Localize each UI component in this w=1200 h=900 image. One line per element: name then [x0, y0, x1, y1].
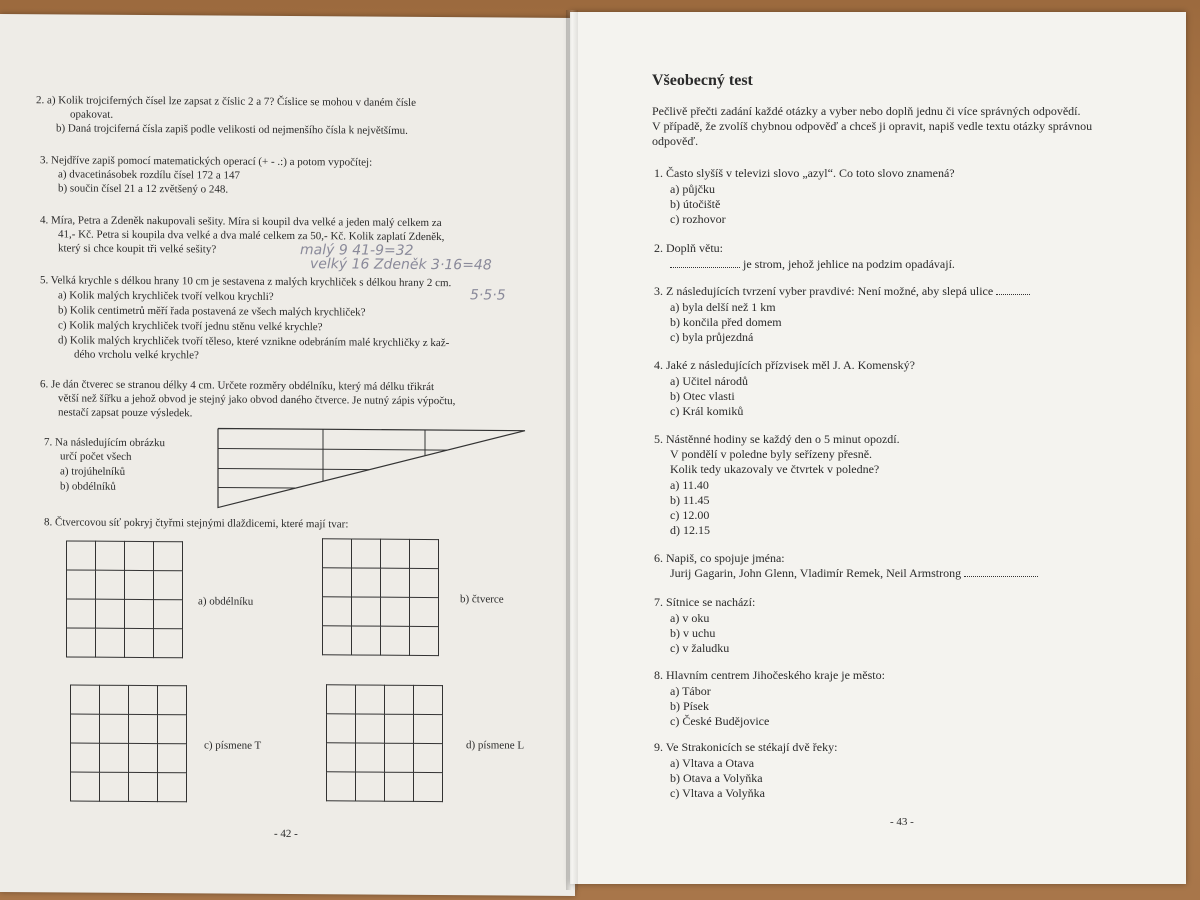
q5-c: c) 12.00: [670, 508, 710, 522]
q2-fill-line: [670, 257, 955, 272]
test-title: Všeobecný test: [652, 72, 753, 89]
q8-d-label: d) písmene L: [466, 739, 525, 752]
q1-a: a) půjčku: [670, 182, 715, 196]
page-number-right: - 43 -: [890, 816, 914, 828]
q5-a: a) Kolik malých krychliček tvoří velkou krychli?: [58, 289, 274, 303]
q3-b: b) součin čísel 21 a 12 zvětšený o 248.: [58, 182, 229, 196]
q6-line3: nestačí zapsat pouze výsledek.: [58, 406, 193, 420]
q3-text: 3. Nejdříve zapiš pomocí matematických operací (+ - .:) a potom vypočítej:: [40, 154, 373, 169]
q9-text: 9. Ve Strakonicích se stékají dvě řeky:: [654, 740, 838, 754]
q3-c: c) byla průjezdná: [670, 330, 754, 344]
q2-blank[interactable]: [670, 257, 740, 268]
q7-c: c) v žaludku: [670, 641, 730, 655]
q1-b: b) útočiště: [670, 197, 721, 211]
q7-line1: 7. Na následujícím obrázku: [44, 436, 165, 450]
q6-blank[interactable]: [964, 566, 1038, 577]
q5-line2: V pondělí v poledne byly seřízeny přesně.: [670, 447, 873, 461]
q3-a: a) dvacetinásobek rozdílu čísel 172 a 147: [58, 168, 241, 182]
q7-a: a) trojúhelníků: [60, 465, 126, 478]
q5-line3: Kolik tedy ukazovaly ve čtvrtek v poledne?: [670, 462, 880, 476]
q8-grid-a: [66, 540, 183, 658]
q4-line3: který si chce koupit tři velké sešity?: [58, 242, 217, 256]
q3-blank[interactable]: [996, 284, 1030, 295]
handwriting-note-1: malý 9 41-9=32: [300, 242, 414, 259]
q5-c: c) Kolik malých krychliček tvoří jednu stěnu velké krychle?: [58, 319, 323, 334]
page-number-left: - 42 -: [274, 827, 298, 841]
intro-line1: Pečlivě přečti zadání každé otázky a vyber nebo doplň jednu či více správných odpovědí.: [652, 104, 1081, 118]
q7-b: b) v uchu: [670, 626, 716, 640]
right-page: [570, 12, 1186, 884]
q2-a: 2. a) Kolik trojciferných čísel lze zapsat z číslic 2 a 7? Číslice se mohou v daném čísle: [36, 94, 416, 109]
q5-line1: 5. Nástěnné hodiny se každý den o 5 minut opozdí.: [654, 432, 900, 446]
q8-b: b) Písek: [670, 699, 709, 713]
q8-a-label: a) obdélníku: [198, 595, 254, 608]
q9-c: c) Vltava a Volyňka: [670, 786, 765, 800]
q7-text: 7. Sítnice se nachází:: [654, 595, 756, 609]
q4-a: a) Učitel národů: [670, 374, 748, 388]
q5-a: a) 11.40: [670, 478, 709, 492]
q4-text: 4. Jaké z následujících přízvisek měl J. A. Komenský?: [654, 358, 915, 372]
q4-c: c) Král komiků: [670, 404, 744, 418]
q8-grid-b: [322, 538, 439, 656]
q8-grid-d: [326, 684, 443, 802]
q4-line1: 4. Míra, Petra a Zdeněk nakupovali sešity. Míra si koupil dva velké a jeden malý celkem za: [40, 214, 442, 230]
q7-a: a) v oku: [670, 611, 710, 625]
q6-text: 6. Napiš, co spojuje jména:: [654, 551, 785, 565]
q9-b: b) Otava a Volyňka: [670, 771, 763, 785]
intro-line3: odpověď.: [652, 134, 699, 148]
q2-b: b) Daná trojciferná čísla zapiš podle velikosti od nejmenšího čísla k největšímu.: [56, 122, 408, 137]
q4-b: b) Otec vlasti: [670, 389, 735, 403]
q7-line2: určí počet všech: [60, 450, 132, 463]
q5-d-cont: dého vrcholu velké krychle?: [74, 348, 199, 362]
q2-text: 2. Doplň větu:: [654, 241, 723, 255]
q8-c: c) České Budějovice: [670, 714, 770, 728]
q8-text: 8. Hlavním centrem Jihočeského kraje je město:: [654, 668, 885, 682]
q8-grid-c: [70, 684, 187, 802]
book-fold: [566, 10, 578, 890]
q7-figure: [215, 426, 530, 513]
q5-b: b) Kolik centimetrů měří řada postavená ze všech malých krychliček?: [58, 304, 366, 319]
handwriting-note-3: 5·5·5: [470, 287, 506, 304]
q6-line2: větší než šířku a jehož obvod je stejný jako obvod daného čtverce. Je nutný zápis výpočtu,: [58, 392, 456, 408]
q3-b: b) končila před domem: [670, 315, 782, 329]
q3-text: [654, 284, 1030, 299]
q5-b: b) 11.45: [670, 493, 710, 507]
q7-b: b) obdélníků: [60, 480, 116, 493]
q5-d: d) 12.15: [670, 523, 710, 537]
q8-b-label: b) čtverce: [460, 593, 504, 606]
q8-text: 8. Čtvercovou síť pokryj čtyřmi stejnými dlaždicemi, které mají tvar:: [44, 516, 349, 531]
q5-d: d) Kolik malých krychliček tvoří těleso, které vznikne odebráním malé krychličky z kaž-: [58, 334, 450, 350]
q6-names-text: Jurij Gagarin, John Glenn, Vladimír Remek, Neil Armstrong: [670, 566, 962, 580]
left-page: [0, 14, 575, 896]
q3-a: a) byla delší než 1 km: [670, 300, 776, 314]
q2-sentence: je strom, jehož jehlice na podzim opadávají.: [743, 257, 955, 271]
q1-text: 1. Často slyšíš v televizi slovo „azyl“. Co toto slovo znamená?: [654, 166, 955, 180]
q6-line1: 6. Je dán čtverec se stranou délky 4 cm. Určete rozměry obdélníku, který má délku třikrát: [40, 378, 435, 394]
q4-line2: 41,- Kč. Petra si koupila dva velké a dva malé celkem za 50,- Kč. Kolik zaplatí Zdeněk,: [58, 228, 445, 244]
intro-line2: V případě, že zvolíš chybnou odpověď a chceš ji opravit, napiš vedle textu otázky správnou: [652, 119, 1093, 133]
q5-text: 5. Velká krychle s délkou hrany 10 cm je sestavena z malých krychliček s délkou hrany 2 cm.: [40, 274, 452, 290]
q9-a: a) Vltava a Otava: [670, 756, 755, 770]
q8-c-label: c) písmene T: [204, 739, 262, 752]
q2-a-cont: opakovat.: [70, 108, 114, 121]
q3-question: 3. Z následujících tvrzení vyber pravdivé: Není možné, aby slepá ulice: [654, 284, 994, 298]
q8-a: a) Tábor: [670, 684, 711, 698]
handwriting-note-2: velký 16 Zdeněk 3·16=48: [310, 256, 492, 274]
q1-c: c) rozhovor: [670, 212, 726, 226]
q6-names: [670, 566, 1038, 581]
